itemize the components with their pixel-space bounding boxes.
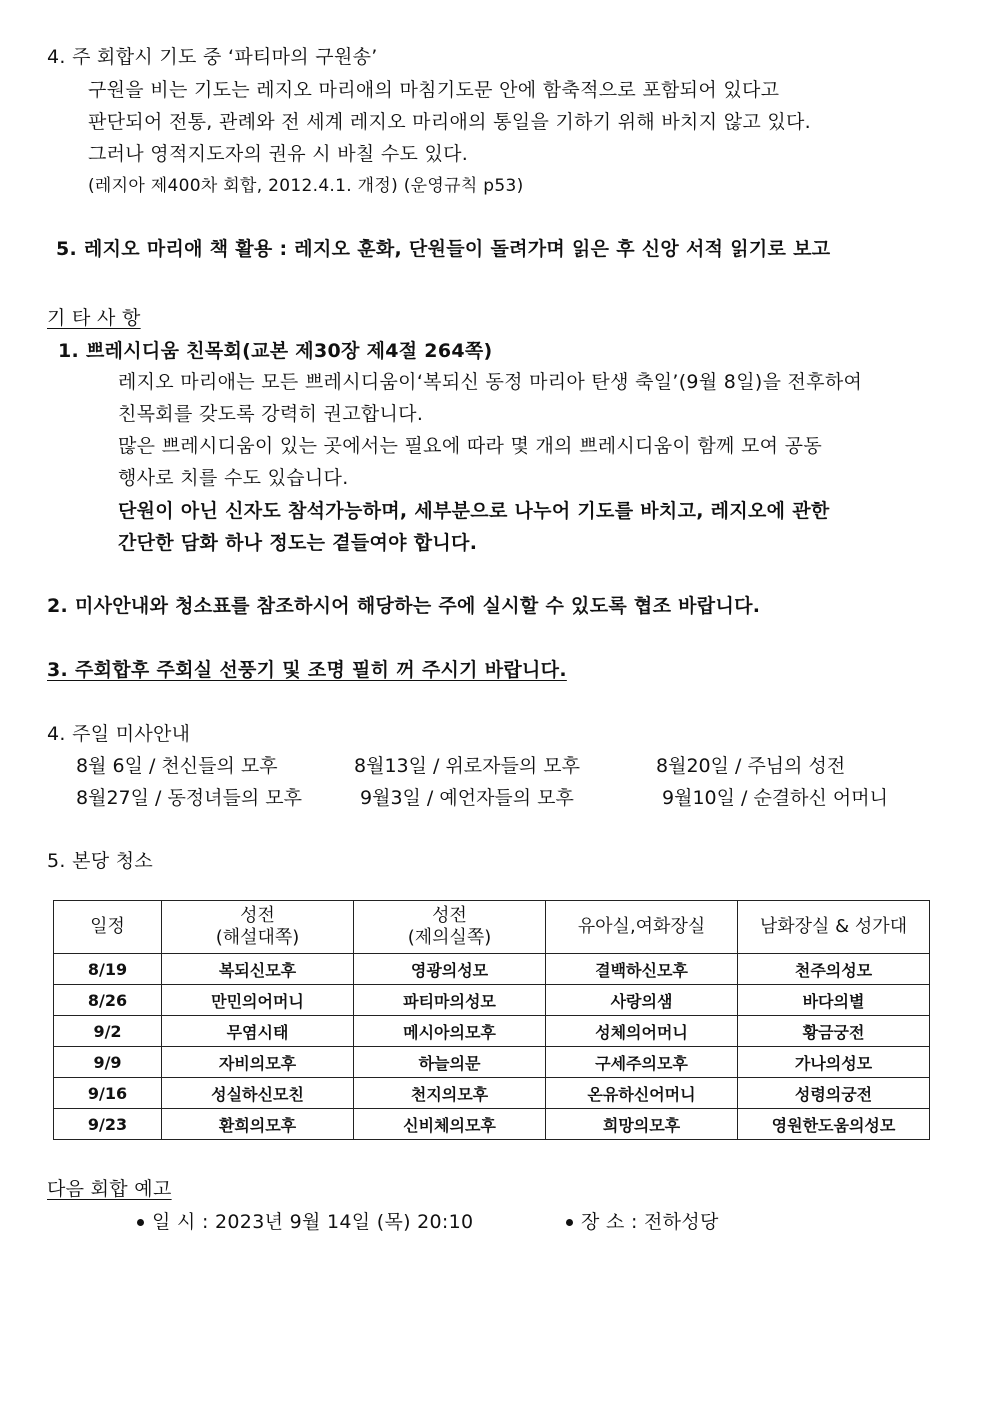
section-5-text: 5. 레지오 마리애 책 활용 : 레지오 훈화, 단원들이 돌려가며 읽은 후 신앙 서적 읽기로 보고 — [56, 238, 831, 260]
cleaning-table — [53, 900, 930, 1140]
mass-entry: 8월20일 / 주님의 성전 — [656, 755, 846, 777]
table-cell: 8/19 — [54, 954, 162, 985]
table-cell: 무염시태 — [162, 1016, 354, 1047]
mass-entry: 9월3일 / 예언자들의 모후 — [360, 787, 574, 809]
table-cell: 만민의어머니 — [162, 985, 354, 1016]
table-cell: 성령의궁전 — [738, 1078, 930, 1109]
table-cell: 8/26 — [54, 985, 162, 1016]
table-row — [54, 1078, 930, 1109]
header-date: 일정 — [54, 901, 162, 954]
section-4-title: 4. 주 회합시 기도 중 ‘파티마의 구원송’ — [47, 46, 378, 68]
table-row — [54, 1109, 930, 1140]
misc-heading: 기 타 사 항 — [47, 307, 141, 329]
table-row — [54, 985, 930, 1016]
header-mens-room: 남화장실 & 성가대 — [738, 901, 930, 954]
bullet-icon — [566, 1219, 573, 1226]
misc-item1-bold-line: 간단한 담화 하나 정도는 곁들여야 합니다. — [118, 532, 478, 554]
table-cell: 복되신모후 — [162, 954, 354, 985]
section-4-line: (레지아 제400차 회합, 2012.4.1. 개정) (운영규칙 p53) — [88, 176, 524, 196]
section-4-line: 구원을 비는 기도는 레지오 마리애의 마침기도문 안에 함축적으로 포함되어 있다고 — [88, 79, 780, 101]
misc-item1-line: 레지오 마리애는 모든 쁘레시디움이‘복되신 동정 마리아 탄생 축일’(9월 8일)을 전후하여 — [118, 371, 863, 393]
next-meeting-heading: 다음 회합 예고 — [47, 1178, 172, 1200]
section-4-line: 판단되어 전통, 관례와 전 세계 레지오 마리애의 통일을 기하기 위해 바치지 않고 있다. — [88, 111, 811, 133]
mass-entry: 9월10일 / 순결하신 어머니 — [662, 787, 888, 809]
table-cell: 희망의모후 — [546, 1109, 738, 1140]
misc-item1-line: 행사로 치를 수도 있습니다. — [118, 467, 349, 489]
misc-item3: 3. 주회합후 주회실 선풍기 및 조명 필히 꺼 주시기 바랍니다. — [47, 659, 567, 681]
next-meeting-date: 일 시 : 2023년 9월 14일 (목) 20:10 — [137, 1210, 473, 1234]
mass-entry: 8월13일 / 위로자들의 모후 — [354, 755, 580, 777]
table-cell: 9/2 — [54, 1016, 162, 1047]
section-4-line: 그러나 영적지도자의 권유 시 바칠 수도 있다. — [88, 143, 469, 165]
table-cell: 성실하신모친 — [162, 1078, 354, 1109]
next-meeting-place: 장 소 : 전하성당 — [566, 1210, 719, 1234]
table-cell: 파티마의성모 — [354, 985, 546, 1016]
table-cell: 결백하신모후 — [546, 954, 738, 985]
table-row — [54, 954, 930, 985]
bullet-icon — [137, 1219, 144, 1226]
table-row — [54, 1047, 930, 1078]
table-cell: 9/9 — [54, 1047, 162, 1078]
table-row — [54, 1016, 930, 1047]
table-cell: 가나의성모 — [738, 1047, 930, 1078]
table-cell: 사랑의샘 — [546, 985, 738, 1016]
mass-entry: 8월 6일 / 천신들의 모후 — [76, 755, 278, 777]
table-cell: 구세주의모후 — [546, 1047, 738, 1078]
table-cell: 천지의모후 — [354, 1078, 546, 1109]
table-cell: 환희의모후 — [162, 1109, 354, 1140]
table-cell: 영원한도움의성모 — [738, 1109, 930, 1140]
table-cell: 자비의모후 — [162, 1047, 354, 1078]
mass-schedule-title: 4. 주일 미사안내 — [47, 723, 191, 745]
table-cell: 9/16 — [54, 1078, 162, 1109]
table-cell: 황금궁전 — [738, 1016, 930, 1047]
mass-entry: 8월27일 / 동정녀들의 모후 — [76, 787, 302, 809]
table-cell: 천주의성모 — [738, 954, 930, 985]
table-cell: 영광의성모 — [354, 954, 546, 985]
misc-item1-line: 친목회를 갖도록 강력히 권고합니다. — [118, 403, 424, 425]
misc-item1-title: 1. 쁘레시디움 친목회(교본 제30장 제4절 264쪽) — [58, 340, 493, 362]
misc-item1-bold-line: 단원이 아닌 신자도 참석가능하며, 세부분으로 나누어 기도를 바치고, 레지오에 관한 — [118, 500, 830, 522]
header-nursery: 유아실,여화장실 — [546, 901, 738, 954]
table-header-row — [54, 901, 930, 954]
misc-item1-line: 많은 쁘레시디움이 있는 곳에서는 필요에 따라 몇 개의 쁘레시디움이 함께 모여 공동 — [118, 435, 822, 457]
table-cell: 신비체의모후 — [354, 1109, 546, 1140]
header-sanctuary-right: 성전 (제의실쪽) — [354, 901, 546, 954]
table-cell: 온유하신어머니 — [546, 1078, 738, 1109]
table-cell: 메시아의모후 — [354, 1016, 546, 1047]
table-cell: 하늘의문 — [354, 1047, 546, 1078]
header-sanctuary-left: 성전 (해설대쪽) — [162, 901, 354, 954]
table-cell: 성체의어머니 — [546, 1016, 738, 1047]
cleaning-title: 5. 본당 청소 — [47, 850, 154, 872]
misc-item2: 2. 미사안내와 청소표를 참조하시어 해당하는 주에 실시할 수 있도록 협조 바랍니다. — [47, 595, 761, 617]
table-cell: 9/23 — [54, 1109, 162, 1140]
table-cell: 바다의별 — [738, 985, 930, 1016]
